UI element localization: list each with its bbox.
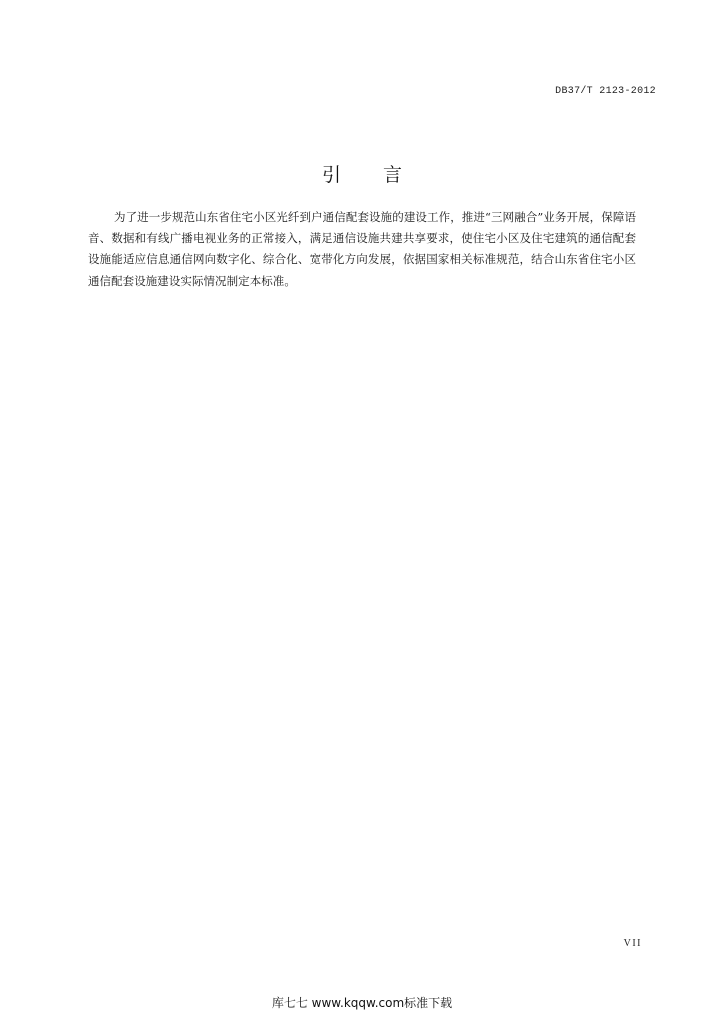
section-title bbox=[0, 160, 724, 187]
standard-code: DB37/T 2123-2012 bbox=[555, 86, 656, 97]
section-title-char-2: 言 bbox=[383, 163, 403, 186]
intro-paragraph: 为了进一步规范山东省住宅小区光纤到户通信配套设施的建设工作，推进“三网融合”业务开展，保障语音、数据和有线广播电视业务的正常接入，满足通信设施共建共享要求，使住宅小区及住宅建筑的通信配套设施能适应信息通信网向数字化、综合化、宽带化方向发展，依据国家相关标准规范，结合山东省住宅小区通信配套设施建设实际情况制定本标准。 bbox=[88, 210, 636, 288]
download-watermark: 库七七 www.kqqw.com标准下载 bbox=[271, 996, 453, 1010]
page-number: VII bbox=[623, 938, 642, 949]
section-title-char-1: 引 bbox=[321, 163, 341, 186]
